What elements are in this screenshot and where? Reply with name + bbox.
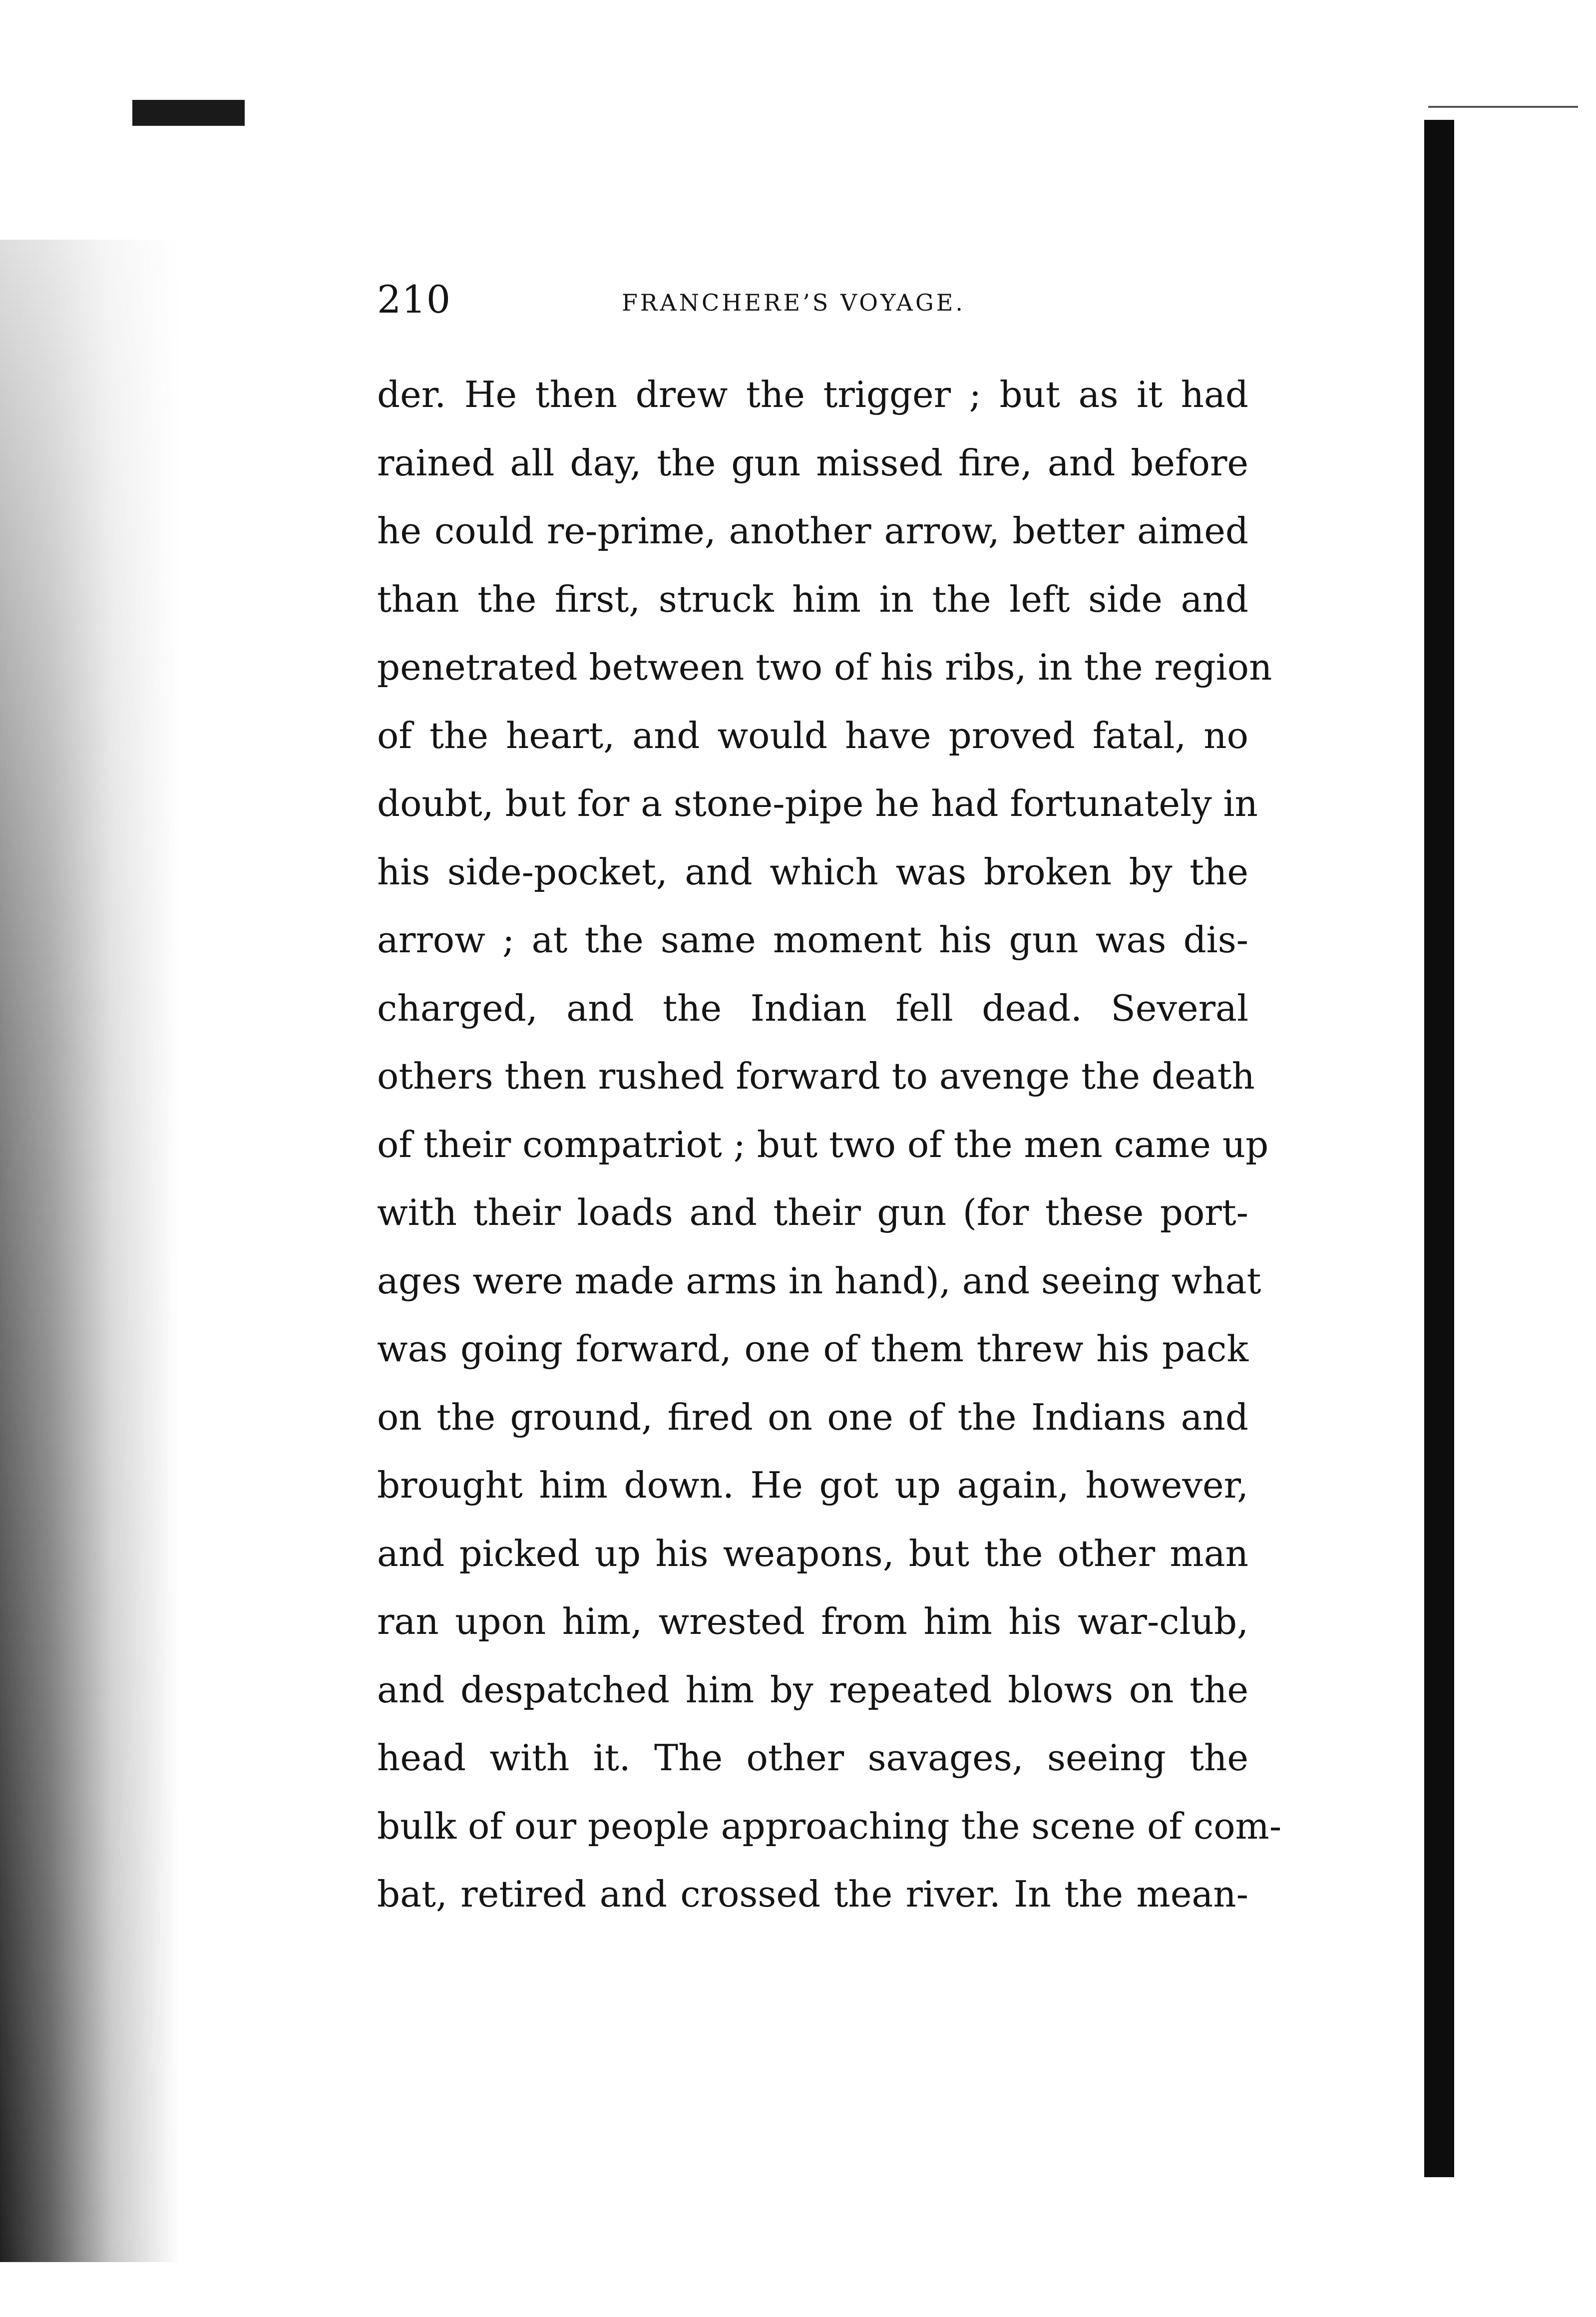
text-line: doubt, but for a stone-pipe he had fortunately in <box>377 782 1258 824</box>
text-line: ran upon him, wrested from him his war-club, <box>377 1600 1248 1642</box>
text-line: arrow ; at the same moment his gun was dis- <box>377 919 1248 961</box>
text-line: and despatched him by repeated blows on the <box>377 1668 1248 1711</box>
text-line: rained all day, the gun missed fire, and before <box>377 441 1248 484</box>
page-edge-bar <box>1424 120 1454 2177</box>
text-line: ages were made arms in hand), and seeing what <box>377 1259 1261 1302</box>
running-head: FRANCHERE’S VOYAGE. <box>622 289 965 316</box>
binding-gutter-shadow <box>0 240 180 2262</box>
text-line: brought him down. He got up again, however, <box>377 1464 1248 1506</box>
text-line: and picked up his weapons, but the other man <box>377 1532 1248 1574</box>
page-number: 210 <box>377 277 451 322</box>
text-line: head with it. The other savages, seeing the <box>377 1737 1248 1779</box>
text-line: others then rushed forward to avenge the death <box>377 1055 1255 1097</box>
text-line: penetrated between two of his ribs, in the region <box>377 646 1272 688</box>
text-line: his side-pocket, and which was broken by the <box>377 850 1248 893</box>
text-line: on the ground, fired on one of the Indians and <box>377 1396 1248 1438</box>
scan-edge-line <box>1428 106 1578 108</box>
text-line: of their compatriot ; but two of the men came up <box>377 1123 1269 1165</box>
body-text <box>377 361 1282 1929</box>
text-line: charged, and the Indian fell dead. Several <box>377 987 1248 1029</box>
page-header <box>377 272 1276 327</box>
scan-artifact-top <box>132 100 245 126</box>
text-line: than the first, struck him in the left side and <box>377 578 1248 620</box>
text-line: with their loads and their gun (for these port- <box>377 1191 1248 1233</box>
text-line: bat, retired and crossed the river. In the mean- <box>377 1873 1248 1915</box>
text-line: was going forward, one of them threw his pack <box>377 1328 1248 1370</box>
text-line: der. He then drew the trigger ; but as it had <box>377 374 1248 415</box>
text-line: he could re-prime, another arrow, better aimed <box>377 510 1248 552</box>
text-line: bulk of our people approaching the scene of com- <box>377 1805 1282 1847</box>
text-line: of the heart, and would have proved fatal, no <box>377 714 1248 757</box>
